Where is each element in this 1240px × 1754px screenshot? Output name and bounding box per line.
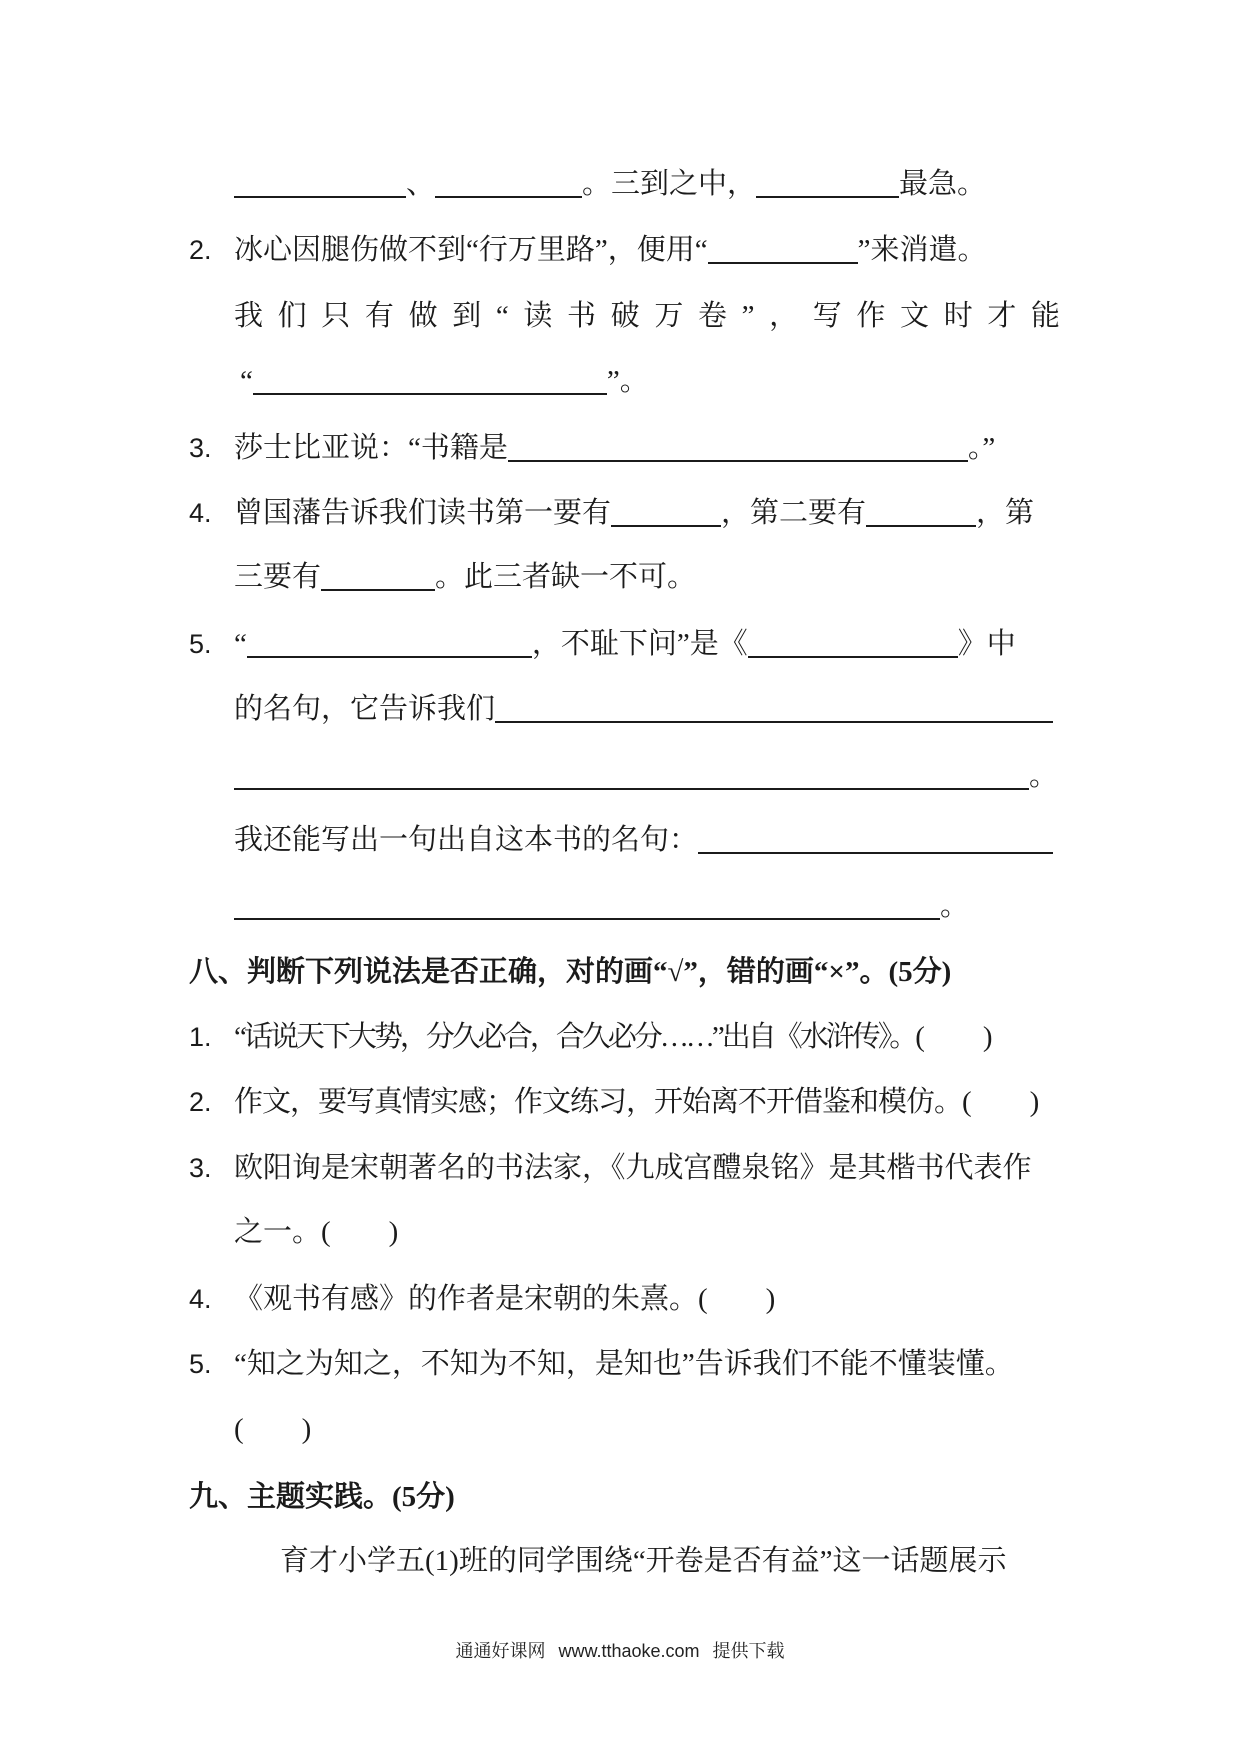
- answer-blank: [748, 634, 958, 658]
- q4-line-1: [189, 493, 1034, 533]
- question-number: 3.: [189, 433, 212, 463]
- judge-item-text: 欧阳询是宋朝著名的书法家，《九成宫醴泉铭》是其楷书代表作: [234, 1152, 1032, 1184]
- answer-blank: [253, 371, 607, 395]
- answer-blank: [495, 699, 1053, 723]
- q2-text-before: 冰心因腿伤做不到“行万里路”，便用“: [234, 234, 708, 266]
- answer-blank: [756, 174, 899, 198]
- judge-item-3: [189, 1148, 1032, 1188]
- answer-blank: [435, 174, 582, 198]
- q1-separator: 、: [406, 168, 436, 200]
- open-quote: “: [240, 365, 253, 397]
- q1-end-text: 最急。: [899, 168, 987, 200]
- q4-line1-end: ，第: [976, 497, 1035, 529]
- question-number: 2.: [189, 235, 212, 265]
- q3-text-after: 。”: [967, 432, 996, 464]
- q3-line: [189, 428, 995, 468]
- q5-line3-end: 。: [1029, 760, 1059, 792]
- answer-parentheses: ( ): [962, 1086, 1040, 1118]
- q1-mid-text: 。三到之中，: [582, 168, 757, 200]
- question-number: 2.: [189, 1087, 212, 1117]
- section8-heading-text: 八、判断下列说法是否正确，对的画“√”，错的画“×”。(5分): [189, 956, 952, 988]
- q4-text-mid: ，第二要有: [721, 497, 867, 529]
- question-number: 5.: [189, 629, 212, 659]
- section9-heading: [189, 1477, 455, 1517]
- judge-item-text: “话说天下大势，分久必合，合久必分……”出自《水浒传》。: [234, 1021, 916, 1053]
- answer-blank: [234, 766, 1029, 790]
- q5-line-5: [234, 886, 969, 926]
- q5-line-4: [234, 820, 1053, 860]
- judge-item-1: [189, 1017, 993, 1057]
- answer-blank: [247, 634, 532, 658]
- judge-item-4: [189, 1279, 775, 1319]
- section9-paragraph-text: 育才小学五(1)班的同学围绕“开卷是否有益”这一话题展示: [280, 1545, 1007, 1577]
- q5-line-2: [234, 689, 1053, 729]
- judge-item-text-cont: 之一。: [234, 1216, 322, 1248]
- q5-line-1: [189, 624, 1016, 664]
- question-number: 3.: [189, 1153, 212, 1183]
- q1-tail-line: [234, 164, 986, 204]
- answer-parentheses: ( ): [698, 1283, 776, 1315]
- page-footer: [0, 1640, 1240, 1662]
- q2-text-after: ”来消遣。: [857, 234, 987, 266]
- judge-item-text: 《观书有感》的作者是宋朝的朱熹。: [234, 1283, 699, 1315]
- answer-blank: [508, 438, 968, 462]
- judge-item-5: [189, 1344, 1014, 1384]
- q4-line2-start: 三要有: [234, 561, 322, 593]
- answer-blank: [321, 567, 435, 591]
- q4-text-before: 曾国藩告诉我们读书第一要有: [234, 497, 612, 529]
- answer-parentheses: ( ): [234, 1413, 312, 1445]
- question-number: 1.: [189, 1022, 212, 1052]
- q4-text-after: 。此三者缺一不可。: [435, 561, 697, 593]
- footer-text: 通通好课网 www.tthaoke.com 提供下载: [455, 1641, 785, 1661]
- section9-heading-text: 九、主题实践。(5分): [189, 1481, 455, 1513]
- section9-paragraph: [280, 1541, 1007, 1581]
- q5-text-mid: ，不耻下问”是《: [531, 628, 748, 660]
- answer-blank: [234, 896, 940, 920]
- question-number: 4.: [189, 1284, 212, 1314]
- question-number: 4.: [189, 498, 212, 528]
- open-quote: “: [234, 628, 247, 660]
- question-number: 5.: [189, 1349, 212, 1379]
- q2-line-3: [240, 361, 649, 401]
- judge-item-3-cont: [234, 1212, 398, 1252]
- q2-justified-text: 我们只有做到“读书破万卷”，写作文时才能: [234, 300, 1060, 332]
- q5-line4-start: 我还能写出一句出自这本书的名句：: [234, 824, 699, 856]
- answer-blank: [234, 174, 406, 198]
- section8-heading: [189, 952, 951, 992]
- q5-line1-end: 》中: [957, 628, 1016, 660]
- judge-item-5-cont: [234, 1409, 311, 1449]
- q3-text-before: 莎士比亚说：“书籍是: [234, 432, 508, 464]
- answer-parentheses: ( ): [321, 1216, 399, 1248]
- q5-line5-end: 。: [940, 890, 970, 922]
- close-quote: ”。: [606, 365, 649, 397]
- q4-line-2: [234, 557, 696, 597]
- q2-line-2: [234, 296, 1060, 336]
- q5-line-3: [234, 756, 1058, 796]
- answer-blank: [866, 503, 976, 527]
- judge-item-text: 作文，要写真情实感；作文练习，开始离不开借鉴和模仿。: [234, 1086, 963, 1118]
- answer-blank: [698, 830, 1053, 854]
- q5-line2-start: 的名句，它告诉我们: [234, 693, 496, 725]
- judge-item-2: [189, 1082, 1039, 1122]
- answer-parentheses: ( ): [915, 1021, 993, 1053]
- answer-blank: [611, 503, 721, 527]
- answer-blank: [708, 240, 858, 264]
- q2-line-1: [189, 230, 987, 270]
- judge-item-text: “知之为知之，不知为不知，是知也”告诉我们不能不懂装懂。: [234, 1348, 1014, 1380]
